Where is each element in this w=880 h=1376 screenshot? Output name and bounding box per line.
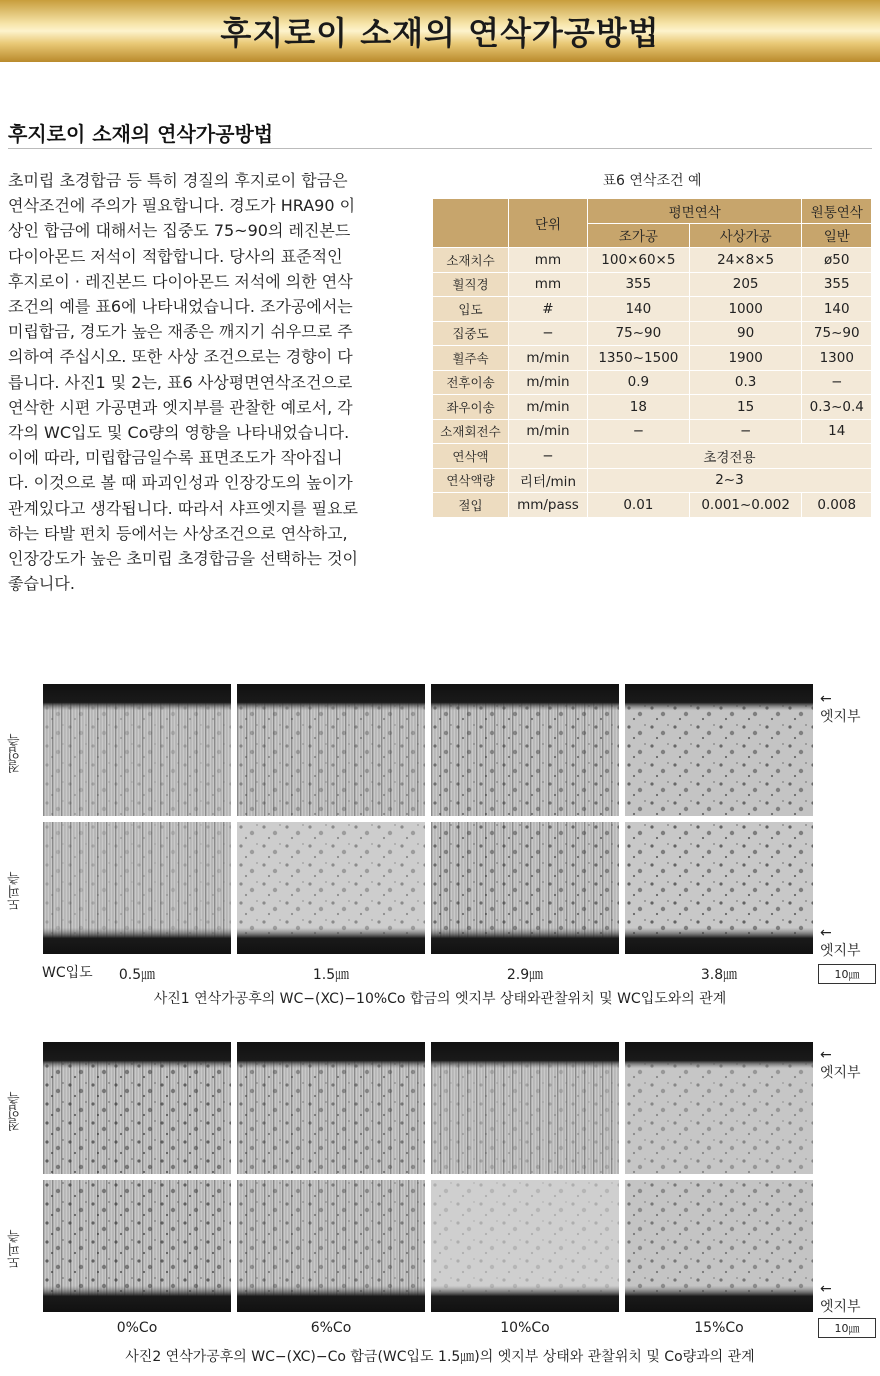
micrograph-texture	[431, 822, 619, 954]
table-row	[433, 419, 872, 444]
cell-finish: 1900	[689, 346, 802, 371]
header-surface-grinding: 평면연삭	[587, 199, 802, 224]
micrograph-texture	[625, 1180, 813, 1312]
edge-label-bottom	[820, 1280, 861, 1316]
table-row	[433, 468, 872, 493]
exit-side-label: 도피측	[8, 1230, 23, 1270]
grain-size-label: 2.9㎛	[506, 967, 544, 983]
header-unit: 단위	[509, 199, 588, 248]
row-label: 입도	[433, 297, 509, 322]
row-label: 좌우이송	[433, 395, 509, 420]
table-caption: 표6 연삭조건 예	[602, 173, 702, 189]
arrow-left-icon: ←	[820, 925, 832, 941]
micrograph-texture	[43, 1180, 231, 1312]
body-line: 각의 WC입도 및 Co량의 영향을 나타내었습니다.	[8, 423, 350, 443]
edge-label-text: 엣지부	[820, 1065, 861, 1081]
cell-finish: 0.001~0.002	[689, 493, 802, 518]
micrograph-texture	[237, 684, 425, 816]
cell-general: −	[802, 370, 872, 395]
table-row	[433, 395, 872, 420]
cell-unit: m/min	[509, 370, 588, 395]
cell-rough: 140	[587, 297, 689, 322]
scale-bar: 10㎛	[818, 1318, 876, 1338]
body-line: 하는 타발 펀치 등에서는 사상조건으로 연삭하고,	[8, 523, 348, 543]
micrograph-texture	[625, 822, 813, 954]
grain-size-label: 1.5㎛	[312, 967, 350, 983]
micrograph-texture	[237, 822, 425, 954]
table-row	[433, 297, 872, 322]
micrograph	[625, 684, 813, 816]
micrograph-texture	[431, 1042, 619, 1174]
micrograph	[237, 1042, 425, 1174]
micrograph-texture	[431, 684, 619, 816]
micrograph	[431, 684, 619, 816]
row-label: 연삭액	[433, 444, 509, 469]
wc-grain-size-label: WC입도	[42, 965, 93, 981]
cell-finish: 24×8×5	[689, 248, 802, 273]
body-line: 이에 따라, 미립합금일수록 표면조도가 작아집니	[8, 448, 343, 468]
cell-finish: −	[689, 419, 802, 444]
body-line: 초미립 초경합금 등 특히 경질의 후지로이 합금은	[8, 171, 348, 190]
micrograph	[43, 1042, 231, 1174]
micrograph	[431, 822, 619, 954]
cell-unit: mm/pass	[509, 493, 588, 518]
body-line: 관계있다고 생각됩니다. 따라서 샤프엣지를 필요로	[8, 498, 359, 518]
body-line: 연삭조건에 주의가 필요합니다. 경도가 HRA90 이	[8, 196, 356, 216]
body-line: 조건의 예를 표6에 나타내었습니다. 조가공에서는	[8, 297, 353, 317]
co-content-label: 0%Co	[116, 1320, 158, 1336]
grain-size-label: 0.5㎛	[118, 967, 156, 983]
cell-rough: −	[587, 419, 689, 444]
row-label: 휠직경	[433, 272, 509, 297]
cell-rough: 18	[587, 395, 689, 420]
table-row	[433, 370, 872, 395]
cell-unit: m/min	[509, 395, 588, 420]
cell-finish: 205	[689, 272, 802, 297]
micrograph-texture	[237, 1180, 425, 1312]
photo-figure-1	[0, 684, 880, 1014]
micrograph	[625, 1042, 813, 1174]
cell-finish: 15	[689, 395, 802, 420]
body-line: 미립합금, 경도가 높은 재종은 깨지기 쉬우므로 주	[8, 322, 353, 342]
cell-finish: 90	[689, 321, 802, 346]
table-row	[433, 321, 872, 346]
body-line: 다. 이것으로 볼 때 파괴인성과 인장강도의 높이가	[8, 473, 353, 493]
table-row	[433, 493, 872, 518]
section-title: 후지로이 소재의 연삭가공방법	[8, 122, 274, 146]
header-general: 일반	[802, 223, 872, 248]
body-line: 후지로이 · 레진본드 다이아몬드 저석에 의한 연삭	[8, 271, 353, 291]
cut-side-label: 절입측	[8, 734, 23, 774]
cell-finish: 1000	[689, 297, 802, 322]
cell-general: 14	[802, 419, 872, 444]
cell-general: 75~90	[802, 321, 872, 346]
arrow-left-icon: ←	[820, 1047, 832, 1063]
table-row	[433, 248, 872, 273]
table-row	[433, 444, 872, 469]
micrograph	[43, 1180, 231, 1312]
body-line: 연삭한 시편 가공면과 엣지부를 관찰한 예로서, 각	[8, 397, 353, 417]
cell-unit: mm	[509, 248, 588, 273]
cell-general: 355	[802, 272, 872, 297]
row-label: 절입	[433, 493, 509, 518]
cell-general: 0.3~0.4	[802, 395, 872, 420]
photo-caption: 사진2 연삭가공후의 WC−(XC)−Co 합금(WC입도 1.5㎛)의 엣지부 상태와 관찰위치 및 Co량과의 관계	[125, 1349, 755, 1365]
cell-rough: 1350~1500	[587, 346, 689, 371]
cell-unit: 리터/min	[509, 468, 588, 493]
arrow-left-icon: ←	[820, 1281, 832, 1297]
scale-bar: 10㎛	[818, 964, 876, 984]
cell-coolant-amount: 2~3	[587, 468, 871, 493]
co-content-label: 10%Co	[500, 1320, 550, 1336]
photo-caption: 사진1 연삭가공후의 WC−(XC)−10%Co 합금의 엣지부 상태와관찰위치 및 WC입도와의 관계	[153, 991, 727, 1007]
edge-label-text: 엣지부	[820, 709, 861, 725]
body-line: 다이아몬드 저석이 적합합니다. 당사의 표준적인	[8, 246, 343, 266]
body-line: 인장강도가 높은 초미립 초경합금을 선택하는 것이	[8, 549, 359, 569]
arrow-left-icon: ←	[820, 691, 832, 707]
micrograph	[431, 1042, 619, 1174]
micrograph	[431, 1180, 619, 1312]
micrograph-texture	[625, 684, 813, 816]
header-rough: 조가공	[587, 223, 689, 248]
cell-general: ø50	[802, 248, 872, 273]
section-divider	[8, 148, 872, 149]
body-line: 의하여 주십시오. 또한 사상 조건으로는 경향이 다	[8, 347, 353, 367]
micrograph-texture	[43, 822, 231, 954]
body-paragraph	[8, 168, 396, 596]
cell-rough: 0.01	[587, 493, 689, 518]
cell-unit: −	[509, 321, 588, 346]
edge-label-bottom	[820, 924, 861, 960]
micrograph-texture	[237, 1042, 425, 1174]
cut-side-label: 절입측	[8, 1092, 23, 1132]
cell-unit: m/min	[509, 346, 588, 371]
table-row	[433, 272, 872, 297]
table-header-row	[433, 199, 872, 224]
row-label: 휠주속	[433, 346, 509, 371]
row-label: 소재치수	[433, 248, 509, 273]
micrograph	[625, 1180, 813, 1312]
micrograph-texture	[43, 684, 231, 816]
edge-label-top	[820, 690, 861, 726]
cell-rough: 100×60×5	[587, 248, 689, 273]
micrograph	[43, 684, 231, 816]
table-row	[433, 346, 872, 371]
edge-label-text: 엣지부	[820, 943, 861, 959]
body-line: 좋습니다.	[8, 574, 75, 594]
cell-general: 0.008	[802, 493, 872, 518]
micrograph-texture	[43, 1042, 231, 1174]
micrograph	[43, 822, 231, 954]
cell-rough: 0.9	[587, 370, 689, 395]
cell-unit: mm	[509, 272, 588, 297]
photo-figure-2	[0, 1042, 880, 1368]
row-label: 연삭액량	[433, 468, 509, 493]
co-content-label: 15%Co	[694, 1320, 744, 1336]
micrograph	[625, 822, 813, 954]
cell-unit: m/min	[509, 419, 588, 444]
cell-coolant: 초경전용	[587, 444, 871, 469]
row-label: 소재회전수	[433, 419, 509, 444]
grinding-conditions-table	[432, 198, 872, 518]
title-banner	[0, 0, 880, 62]
header-finish: 사상가공	[689, 223, 802, 248]
co-content-label: 6%Co	[310, 1320, 352, 1336]
micrograph	[237, 1180, 425, 1312]
cell-general: 140	[802, 297, 872, 322]
cell-unit: #	[509, 297, 588, 322]
body-line: 릅니다. 사진1 및 2는, 표6 사상평면연삭조건으로	[8, 372, 353, 392]
micrograph	[237, 822, 425, 954]
exit-side-label: 도피측	[8, 872, 23, 912]
cell-rough: 355	[587, 272, 689, 297]
micrograph-texture	[431, 1180, 619, 1312]
edge-label-text: 엣지부	[820, 1299, 861, 1315]
micrograph	[237, 684, 425, 816]
cell-rough: 75~90	[587, 321, 689, 346]
body-line: 상인 합금에 대해서는 집중도 75~90의 레진본드	[8, 221, 351, 241]
row-label: 전후이송	[433, 370, 509, 395]
cell-finish: 0.3	[689, 370, 802, 395]
grain-size-label: 3.8㎛	[700, 967, 738, 983]
header-cylindrical-grinding: 원통연삭	[802, 199, 872, 224]
cell-general: 1300	[802, 346, 872, 371]
micrograph-texture	[625, 1042, 813, 1174]
cell-unit: −	[509, 444, 588, 469]
edge-label-top	[820, 1046, 861, 1082]
banner-title: 후지로이 소재의 연삭가공방법	[220, 14, 660, 52]
row-label: 집중도	[433, 321, 509, 346]
header-blank	[433, 199, 509, 248]
